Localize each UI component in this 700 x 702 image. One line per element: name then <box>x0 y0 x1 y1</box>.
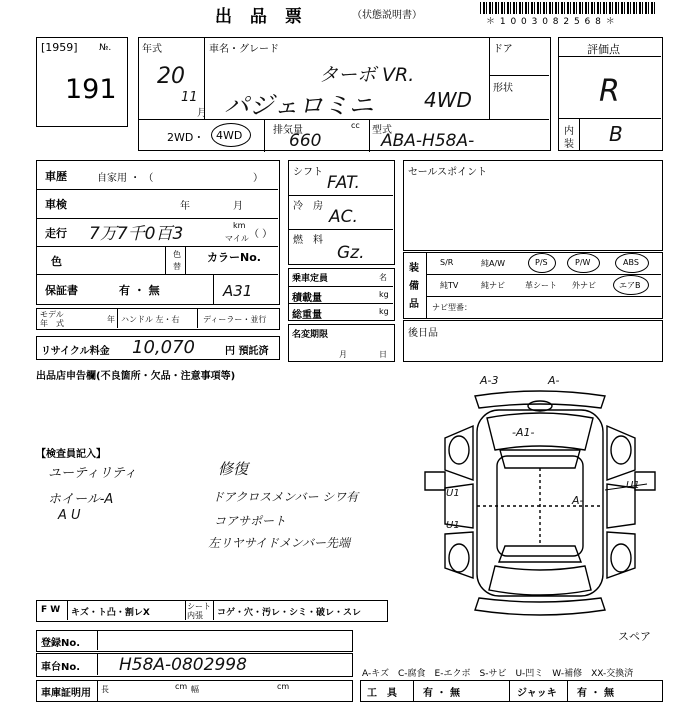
drive-value: 4WD <box>424 88 472 112</box>
equip-alloy-wheel: 純A/W <box>481 259 506 268</box>
barcode <box>480 2 655 14</box>
equip-abs: ABS <box>623 258 639 267</box>
sales-point-box <box>403 160 663 251</box>
equip-power-steering-circle <box>528 253 556 273</box>
notes-section-label: 出品店申告欄(不良箇所・欠品・注意事項等) <box>36 371 236 382</box>
mileage-unit-km: km <box>233 221 246 230</box>
shift-value: FAT. <box>327 173 360 193</box>
garage-cert-length: 長 <box>101 685 109 694</box>
model-year-label-1: モデル <box>40 310 64 319</box>
equip-power-window-circle <box>567 253 600 273</box>
spare-label: スペア <box>618 630 651 643</box>
equipment-box <box>403 252 663 319</box>
chassis-value: H58A-0802998 <box>119 655 247 675</box>
load-unit: kg <box>379 290 389 299</box>
equipment-label-2: 備 <box>409 281 419 292</box>
equip-nav: 純ナビ <box>481 281 505 290</box>
recycle-unit: 円 預託済 <box>225 346 269 357</box>
ac-label: 冷 房 <box>293 201 323 212</box>
mileage-value: 7万7千0百3 <box>89 224 184 244</box>
registration-month: 月 <box>339 350 347 359</box>
recycle-row <box>36 336 280 360</box>
diagram-mark-left-door-1: U1 <box>446 488 460 499</box>
equip-power-steering: P/S <box>535 258 548 267</box>
equip-tv: 純TV <box>440 281 459 290</box>
inspector-section-label: 【検査員記入】 <box>36 449 106 460</box>
garage-cert-label: 車庫証明用 <box>41 688 91 699</box>
damage-legend: A-キズ C-腐食 E-エクボ S-サビ U-凹ミ W-補修 XX-交換済 <box>362 669 634 679</box>
barcode-number: ＊ 1 0 0 3 0 8 2 5 6 8 ＊ <box>486 17 616 27</box>
chassis-row <box>36 653 353 677</box>
car-damage-diagram <box>415 378 665 628</box>
garage-cert-row <box>36 680 353 702</box>
month-unit: 月 <box>197 108 207 119</box>
capacity-label: 乗車定員 <box>292 274 329 284</box>
warranty-label: 保証書 <box>45 284 78 297</box>
diagram-mark-right-door: A- <box>572 494 584 507</box>
inspector-note-left-1: ユーティリティ <box>48 466 137 481</box>
recycle-value: 10,070 <box>132 337 195 358</box>
garage-cert-cm-1: cm <box>175 682 188 691</box>
capacity-table <box>288 268 395 321</box>
lot-box <box>36 37 128 127</box>
inspector-note-left-3: A U <box>58 508 81 523</box>
registration-row <box>36 630 353 652</box>
tools-jack-row <box>360 680 663 702</box>
grade-value: ターボ VR. <box>319 64 415 86</box>
nav-model-label: ナビ型番： <box>432 303 472 312</box>
later-items-label: 後日品 <box>408 328 438 339</box>
fuel-label: 燃 料 <box>293 235 323 246</box>
equipment-label-3: 品 <box>409 299 419 310</box>
history-value: 自家用 ・ （ <box>97 173 154 184</box>
sales-point-label: セールスポイント <box>408 167 488 178</box>
diagram-mark-roof: -A1- <box>512 426 535 439</box>
color-no-label: カラーNo. <box>207 251 261 264</box>
ac-value: AC. <box>329 207 358 227</box>
month-value: 11 <box>181 90 198 105</box>
model-year-row <box>36 308 280 330</box>
inspection-month: 月 <box>233 201 243 212</box>
equip-sr: S/R <box>440 258 454 267</box>
capacity-unit: 名 <box>379 273 387 282</box>
displacement-value: 660 <box>289 131 322 151</box>
diagram-mark-left-door-2: U1 <box>446 520 460 531</box>
garage-cert-width: 幅 <box>191 685 199 694</box>
door-label: ドア <box>493 44 513 55</box>
registration-change-box <box>288 324 395 362</box>
color-no-value: A31 <box>223 282 253 300</box>
registration-day: 日 <box>379 350 387 359</box>
inspector-note-right-1: 修復 <box>218 460 249 478</box>
equip-airbag: エアB <box>619 281 641 290</box>
dealer-label: ディーラー・並行 <box>203 315 267 324</box>
year-label: 年式 <box>142 44 162 55</box>
interior-label-2: 装 <box>564 139 574 150</box>
registration-no-label: 登録No. <box>41 638 81 649</box>
load-label: 積載量 <box>292 293 322 304</box>
diagram-mark-rear-right: A- <box>548 374 560 387</box>
mileage-paren: （ ） <box>249 229 273 240</box>
later-items-box <box>403 320 663 362</box>
fw-seat-row <box>36 600 388 622</box>
score-value: R <box>599 74 620 109</box>
inspector-note-left-2: ホイール-A <box>48 492 114 507</box>
middle-table <box>288 160 395 265</box>
diagram-mark-right-panel: U1 <box>626 480 640 491</box>
lot-code-suffix: №. <box>99 43 112 53</box>
top-info-box <box>138 37 551 151</box>
inspector-note-right-4: 左リヤサイドメンバー先端 <box>208 536 350 550</box>
drive-selected-circle <box>211 123 251 147</box>
lot-number: 191 <box>65 74 117 105</box>
tools-value: 有 ・ 無 <box>423 688 460 699</box>
form-subtitle: （状態説明書） <box>352 10 422 21</box>
shift-label: シフト <box>293 167 323 178</box>
diagram-mark-rear-left: A-3 <box>480 374 499 387</box>
equip-abs-circle <box>615 253 649 273</box>
chassis-label: 車台No. <box>41 662 81 673</box>
jack-value: 有 ・ 無 <box>577 688 614 699</box>
model-year-unit: 年 <box>107 315 115 324</box>
displacement-unit: cc <box>351 121 360 130</box>
history-close: ） <box>253 173 263 184</box>
type-value: ABA-H58A- <box>381 131 475 151</box>
drive-selected: 4WD <box>216 129 243 142</box>
left-detail-table <box>36 160 280 305</box>
equip-external-nav: 外ナビ <box>572 281 596 290</box>
mileage-unit-mile: マイル <box>225 234 249 243</box>
form-title: 出 品 票 <box>215 7 308 27</box>
year-value: 20 <box>157 64 185 89</box>
inspector-note-right-3: コアサポート <box>214 514 287 528</box>
color-change-1: 色 <box>173 250 181 259</box>
inspector-note-right-2: ドアクロスメンバー シワ有 <box>212 490 359 504</box>
tools-label: 工 具 <box>367 688 397 699</box>
model-year-label-2: 年 式 <box>40 319 64 328</box>
interior-label-1: 内 <box>564 126 574 137</box>
type-label: 型式 <box>372 125 392 136</box>
interior-value: B <box>609 122 623 146</box>
history-label: 車歴 <box>45 170 67 183</box>
name-grade-label: 車名・グレード <box>209 44 279 55</box>
warranty-value: 有 ・ 無 <box>119 284 160 297</box>
seat-value: コゲ・穴・汚レ・シミ・破レ・スレ <box>217 608 362 618</box>
lot-code: [1959] <box>41 41 78 54</box>
weight-unit: kg <box>379 307 389 316</box>
color-change-2: 替 <box>173 262 181 271</box>
inspection-year: 年 <box>180 201 190 212</box>
seat-label-1: シート <box>187 602 211 611</box>
fw-value: キズ・ト凸・割レX <box>71 608 150 618</box>
seat-label-2: 内張 <box>187 611 203 620</box>
recycle-label: リサイクル料金 <box>41 346 110 357</box>
score-box <box>558 37 663 151</box>
equip-power-window: P/W <box>575 258 591 267</box>
equip-airbag-circle <box>613 275 649 295</box>
inspection-label: 車検 <box>45 198 67 211</box>
equip-leather-seat: 革シート <box>525 281 557 290</box>
color-label: 色 <box>51 255 62 268</box>
score-label: 評価点 <box>587 43 620 56</box>
weight-label: 総重量 <box>292 310 322 321</box>
fuel-value: Gz. <box>337 243 365 263</box>
registration-change-label: 名変期限 <box>292 330 329 340</box>
garage-cert-cm-2: cm <box>277 682 290 691</box>
model-value: パジェロミニ <box>224 91 374 120</box>
shape-label: 形状 <box>493 83 513 94</box>
jack-label: ジャッキ <box>517 688 557 699</box>
fw-label: F W <box>41 605 61 615</box>
handle-label: ハンドル 左・右 <box>121 315 180 324</box>
equipment-label-1: 装 <box>409 263 419 274</box>
displacement-label: 排気量 <box>273 125 303 136</box>
mileage-label: 走行 <box>45 227 67 240</box>
drive-options: 2WD・ <box>167 131 205 144</box>
